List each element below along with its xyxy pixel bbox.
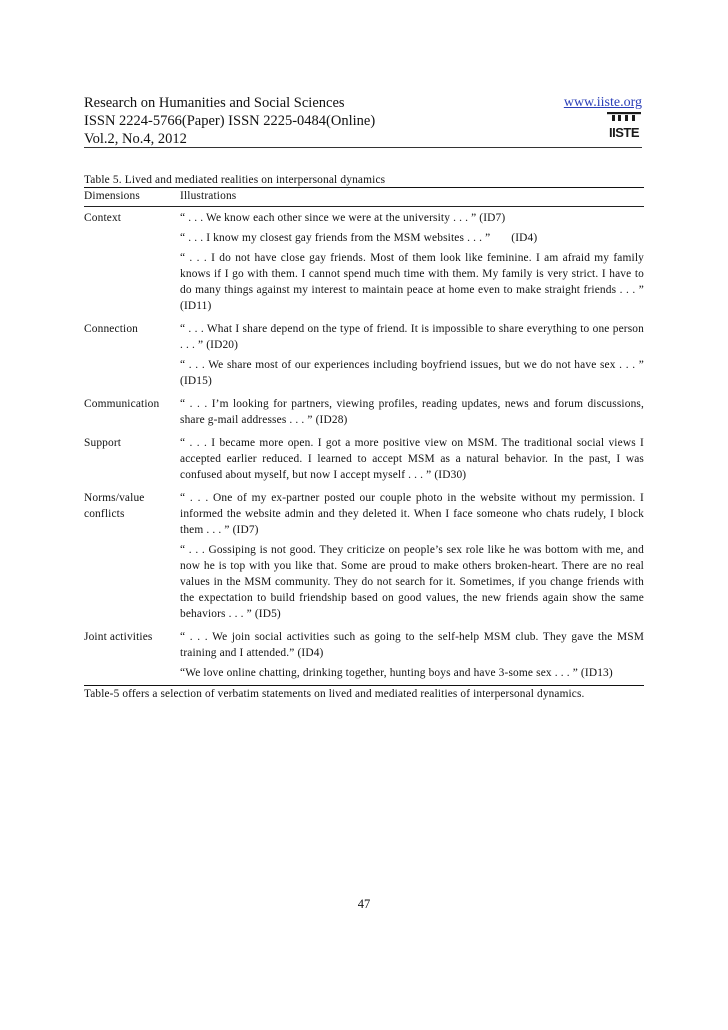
- table-row: [84, 487, 644, 626]
- logo-text: IISTE: [608, 125, 640, 140]
- dimension-cell: Connection: [84, 323, 139, 335]
- illustrations-cell: [180, 629, 644, 685]
- quote-text: “ . . . I know my closest gay friends from the MSM websites . . . ” (ID4): [180, 232, 538, 244]
- table-5: [84, 173, 644, 702]
- quote-text: “ . . . I became more open. I got a more positive view on MSM. The traditional social views I accepted earlier reduced. I learned to accept MSM as a natural behavior. In the past, I was confused about myself, but now I accept myself . . . ” (ID30): [180, 437, 644, 481]
- dimension-cell: Communication: [84, 398, 160, 410]
- quote-text: “ . . . I’m looking for partners, viewing profiles, reading updates, news and forum discussions, share g-mail addresses . . . ” (ID28): [180, 398, 644, 426]
- quote-text: “ . . . I do not have close gay friends. Most of them look like feminine. I am afraid my family knows if I go with them. I cannot spend much time with them. My family is very strict. I have to do many things against my interest to maintain peace at home even to make straight friends . . . ” (ID11): [180, 252, 644, 312]
- table-row: [84, 207, 644, 318]
- table-header-row: [84, 188, 644, 206]
- journal-header: [84, 94, 642, 148]
- table-footnote: Table-5 offers a selection of verbatim statements on lived and mediated realities of interpersonal dynamics.: [84, 688, 585, 700]
- quote-text: “ . . . We know each other since we were at the university . . . ” (ID7): [180, 212, 506, 224]
- table-body: [84, 207, 644, 685]
- illustrations-cell: [180, 321, 644, 393]
- dimension-cell: Support: [84, 437, 122, 449]
- page-number: 47: [357, 897, 371, 911]
- table-row: [84, 393, 644, 432]
- illustrations-cell: [180, 435, 644, 487]
- quote-text: “ . . . We share most of our experiences including boyfriend issues, but we do not have sex . . . ” (ID15): [180, 359, 644, 387]
- journal-title: Research on Humanities and Social Sciences: [84, 95, 345, 111]
- illustrations-cell: [180, 490, 644, 626]
- table-row: [84, 432, 644, 487]
- quote-text: “ . . . One of my ex-partner posted our couple photo in the website without my permission. I informed the website admin and they deleted it. When I face someone who chats rudely, I block them . . . ” (ID7): [180, 492, 644, 536]
- dimension-cell: Context: [84, 212, 122, 224]
- quote-text: “ . . . We join social activities such as going to the self-help MSM club. They gave the MSM training and I attended.” (ID4): [180, 631, 644, 659]
- issn-line: ISSN 2224-5766(Paper) ISSN 2225-0484(Online): [84, 113, 376, 129]
- table-row: [84, 626, 644, 685]
- table-caption: Table 5. Lived and mediated realities on interpersonal dynamics: [84, 174, 386, 186]
- illustrations-cell: [180, 396, 644, 432]
- header-divider: [84, 147, 642, 148]
- quote-text: “We love online chatting, drinking together, hunting boys and have 3-some sex . . . ” (ID13): [180, 667, 613, 679]
- dimension-cell: Norms/value conflicts: [84, 492, 145, 520]
- column-header-dimensions: Dimensions: [84, 190, 140, 202]
- table-row: [84, 318, 644, 393]
- journal-website-link[interactable]: www.iiste.org: [563, 95, 642, 110]
- iiste-logo: [607, 112, 641, 140]
- dimension-cell: Joint activities: [84, 631, 153, 643]
- quote-text: “ . . . Gossiping is not good. They criticize on people’s sex role like he was bottom with me, and now he is top with you like that. Some are proud to make others broken-heart. There are no real values in the MSM community. They do not search for it. Sometimes, if you change friends with the expectation to build friendship based on good values, the new friends again show the same behaviors . . . ” (ID5): [180, 544, 644, 620]
- column-header-illustrations: Illustrations: [180, 190, 237, 202]
- volume-line: Vol.2, No.4, 2012: [84, 131, 187, 147]
- quote-text: “ . . . What I share depend on the type of friend. It is impossible to share everything to one person . . . ” (ID20): [180, 323, 644, 351]
- illustrations-cell: [180, 210, 644, 318]
